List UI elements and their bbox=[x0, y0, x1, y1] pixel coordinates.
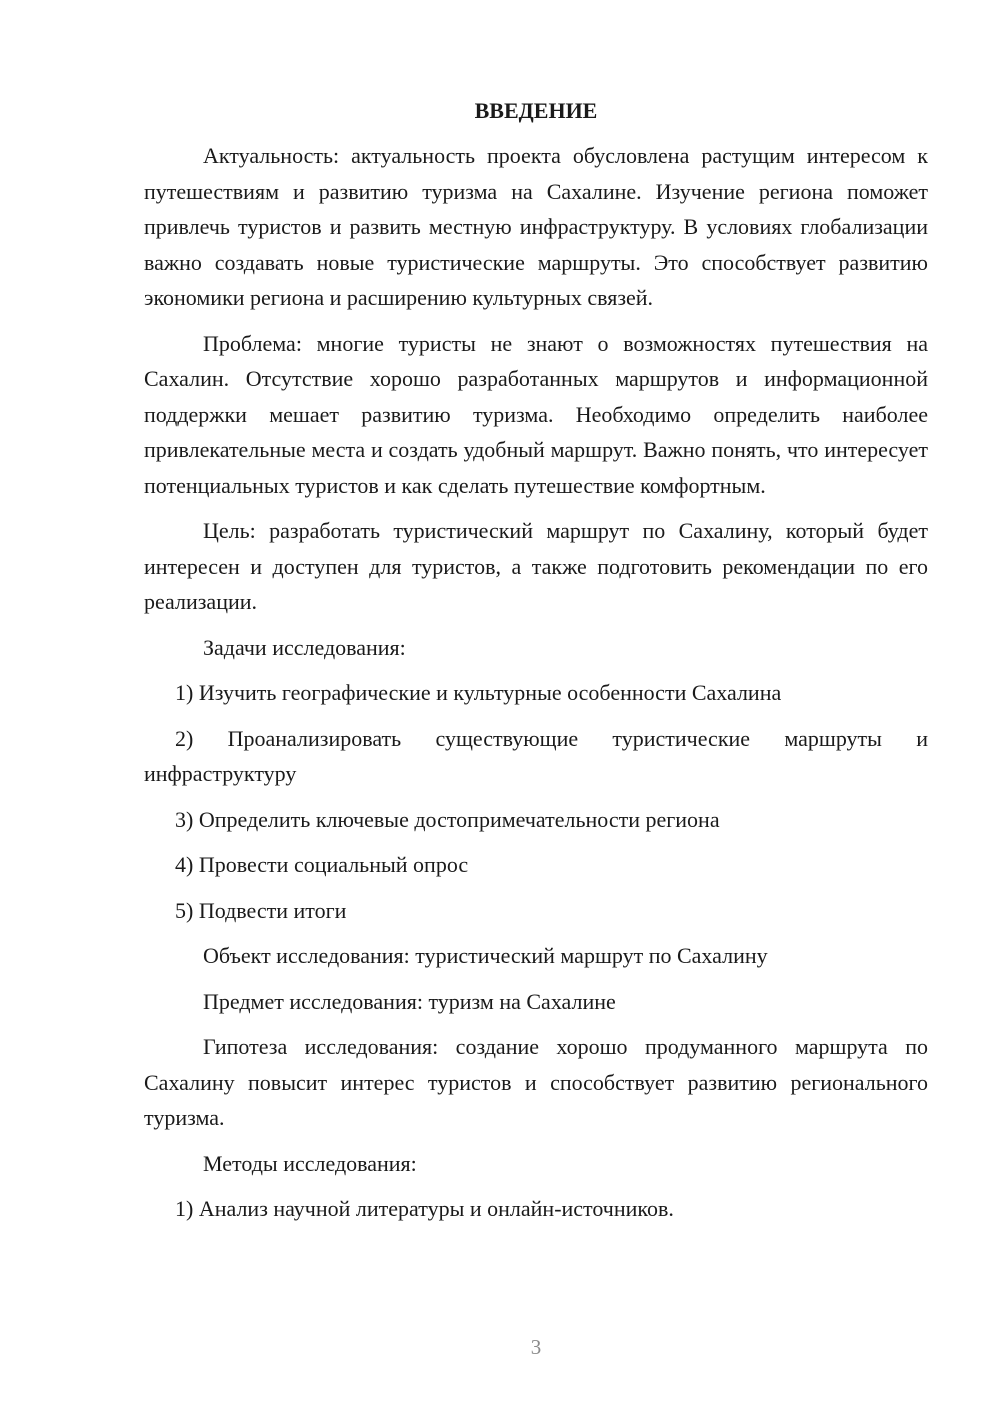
research-subject: Предмет исследования: туризм на Сахалине bbox=[203, 988, 616, 1014]
page-title: ВВЕДЕНИЕ bbox=[474, 98, 598, 123]
problem-paragraph: Проблема: многие туристы не знают о возможностях путешествия на Сахалин. Отсутствие хорошо разработанных маршрутов и информационной поддержки мешает развитию туризма. Необходимо определить наиболее привлекательные места и создать удобный маршрут. Важно понять, что интересует потенциальных туристов и как сделать путешествие комфортным. bbox=[144, 330, 928, 498]
tasks-heading: Задачи исследования: bbox=[203, 634, 406, 660]
hypothesis-paragraph: Гипотеза исследования: создание хорошо продуманного маршрута по Сахалину повысит интерес туристов и способствует развитию регионального туризма. bbox=[144, 1034, 928, 1130]
task-item-3: 3) Определить ключевые достопримечательности региона bbox=[175, 806, 720, 832]
method-item-1: 1) Анализ научной литературы и онлайн-источников. bbox=[175, 1196, 674, 1221]
methods-heading: Методы исследования: bbox=[203, 1150, 417, 1176]
task-item-5: 5) Подвести итоги bbox=[175, 897, 347, 923]
page-number: 3 bbox=[530, 1335, 542, 1359]
research-object: Объект исследования: туристический маршрут по Сахалину bbox=[203, 943, 768, 968]
goal-paragraph: Цель: разработать туристический маршрут по Сахалину, который будет интересен и доступен для туристов, а также подготовить рекомендации по его реализации. bbox=[144, 518, 928, 614]
task-item-1: 1) Изучить географические и культурные особенности Сахалина bbox=[175, 680, 782, 705]
task-item-2: 2) Проанализировать существующие туристические маршруты и инфраструктуру bbox=[144, 725, 928, 786]
task-item-4: 4) Провести социальный опрос bbox=[175, 852, 469, 877]
relevance-paragraph: Актуальность: актуальность проекта обусловлена растущим интересом к путешествиям и развитию туризма на Сахалине. Изучение региона поможет привлечь туристов и развить местную инфраструктуру. В условиях глобализации важно создавать новые туристические маршруты. Это способствует развитию экономики региона и расширению культурных связей. bbox=[144, 143, 928, 310]
document-page bbox=[144, 96, 928, 1237]
